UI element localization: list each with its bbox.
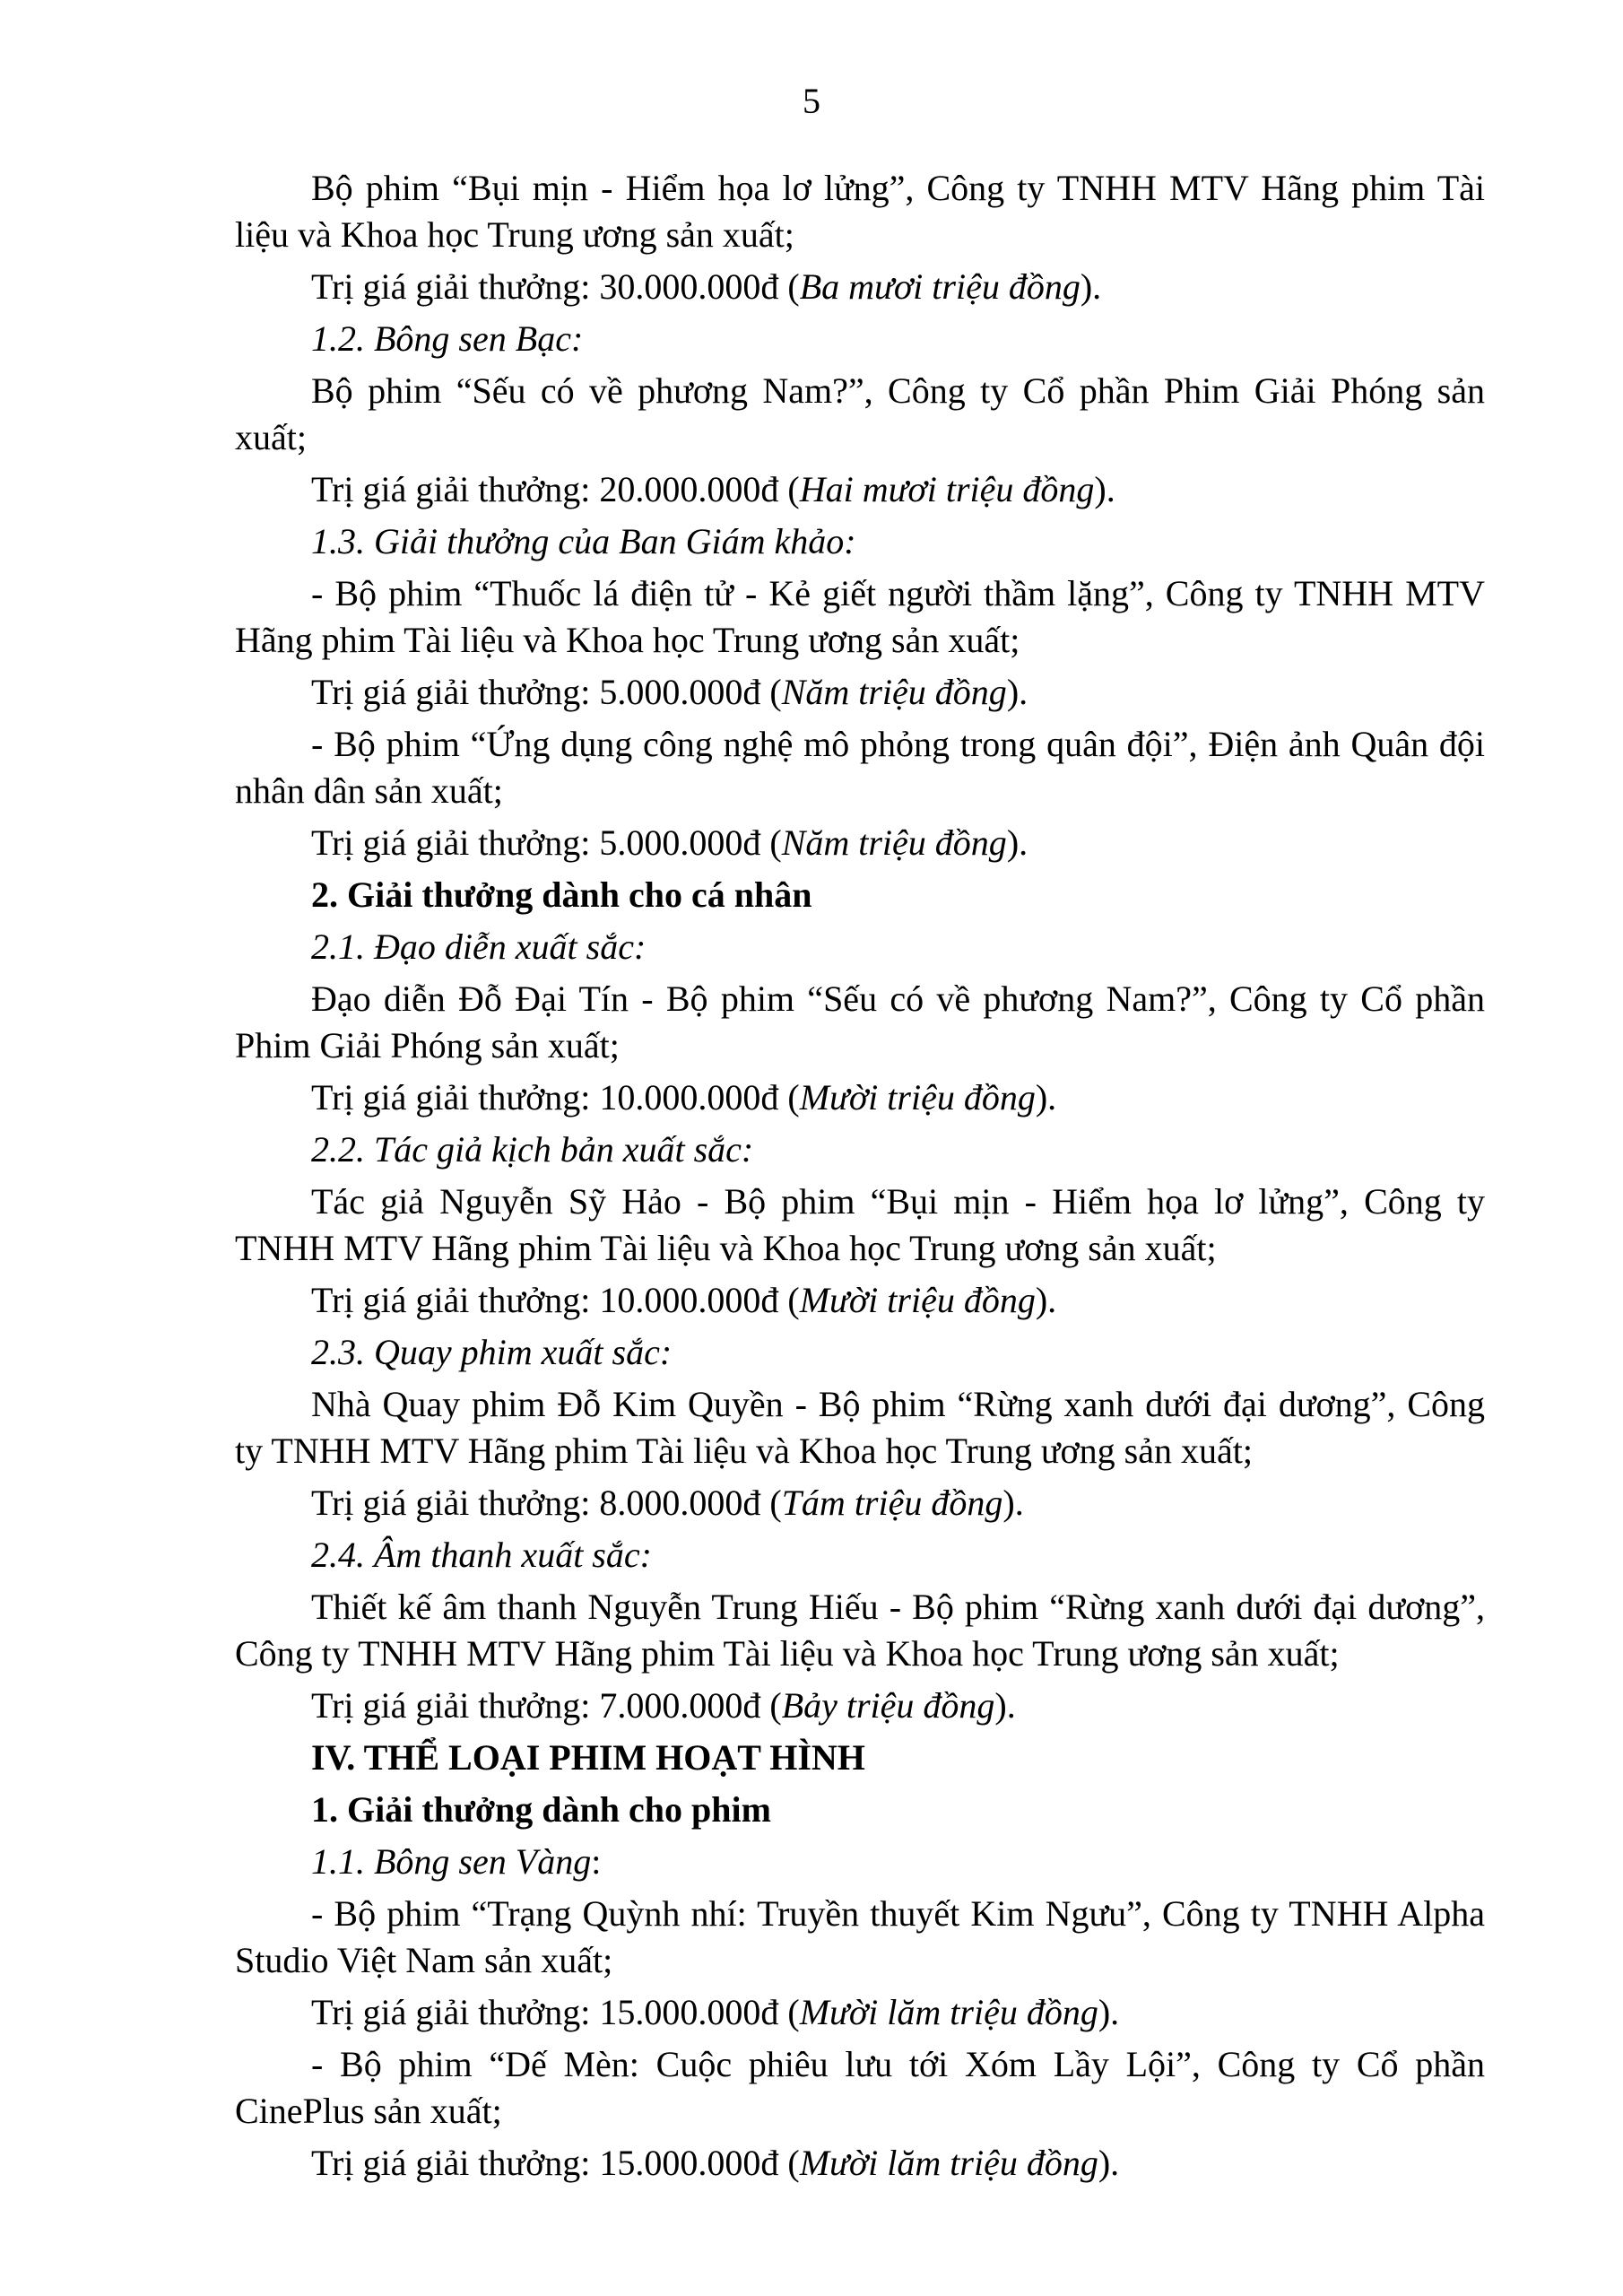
subsection-heading [235,518,1485,565]
paragraph-text: Trị giá giải thưởng: 5.000.000đ ( [311,822,782,863]
prize-amount-words: Mười lăm triệu đồng [799,1992,1098,2032]
paragraph-text: Trị giá giải thưởng: 15.000.000đ ( [311,2143,800,2183]
paragraph-text: - Bộ phim “Ứng dụng công nghệ mô phỏng trong quân đội”, Điện ảnh Quân đội nhân dân sản xuất; [235,724,1485,811]
subsection-heading [235,1532,1485,1578]
paragraph-text: Tác giả Nguyễn Sỹ Hảo - Bộ phim “Bụi mịn - Hiểm họa lơ lửng”, Công ty TNHH MTV Hãng phim Tài liệu và Khoa học Trung ương sản xuất; [235,1181,1485,1268]
paragraph [235,1277,1485,1324]
paragraph [235,264,1485,310]
document-body [235,165,1485,2192]
paragraph-text: - Bộ phim “Thuốc lá điện tử - Kẻ giết người thầm lặng”, Công ty TNHH MTV Hãng phim Tài liệu và Khoa học Trung ương sản xuất; [235,573,1485,660]
paragraph [235,2041,1485,2135]
prize-amount-words: Năm triệu đồng [781,672,1007,712]
paragraph-text: Trị giá giải thưởng: 8.000.000đ ( [311,1483,782,1523]
subsection-heading [235,316,1485,362]
prize-amount-words: Mười triệu đồng [799,1280,1036,1320]
paragraph [235,976,1485,1069]
paragraph-text: Nhà Quay phim Đỗ Kim Quyền - Bộ phim “Rừng xanh dưới đại dương”, Công ty TNHH MTV Hãng phim Tài liệu và Khoa học Trung ương sản xuất; [235,1384,1485,1471]
paragraph-text: Trị giá giải thưởng: 5.000.000đ ( [311,672,782,712]
paragraph-text: Trị giá giải thưởng: 30.000.000đ ( [311,266,800,307]
paragraph-end: ). [1098,1992,1120,2032]
subsection-heading [235,1329,1485,1376]
paragraph-text: Trị giá giải thưởng: 20.000.000đ ( [311,469,800,509]
paragraph-end: ). [1080,266,1102,307]
paragraph-end: ). [1094,469,1115,509]
paragraph [235,721,1485,814]
section-heading [235,872,1485,918]
paragraph-text: Thiết kế âm thanh Nguyễn Trung Hiếu - Bộ phim “Rừng xanh dưới đại dương”, Công ty TNHH MTV Hãng phim Tài liệu và Khoa học Trung ương sản xuất; [235,1587,1485,1674]
subsection-heading [235,1839,1485,1885]
paragraph-end: ). [1098,2143,1120,2183]
paragraph-end: ). [1002,1483,1024,1523]
paragraph-text: Trị giá giải thưởng: 10.000.000đ ( [311,1077,800,1118]
paragraph [235,1381,1485,1474]
paragraph-text: - Bộ phim “Dế Mèn: Cuộc phiêu lưu tới Xóm Lầy Lội”, Công ty Cổ phần CinePlus sản xuất; [235,2044,1485,2131]
section-heading [235,1787,1485,1833]
paragraph-text: Trị giá giải thưởng: 10.000.000đ ( [311,1280,800,1320]
prize-amount-words: Mười triệu đồng [799,1077,1036,1118]
heading-text: 2.2. Tác giả kịch bản xuất sắc: [311,1129,754,1170]
prize-amount-words: Mười lăm triệu đồng [799,2143,1098,2183]
paragraph [235,570,1485,664]
paragraph-end: ). [1006,822,1028,863]
page-number: 5 [803,81,820,121]
paragraph-text: Đạo diễn Đỗ Đại Tín - Bộ phim “Sếu có về phương Nam?”, Công ty Cổ phần Phim Giải Phóng sản xuất; [235,978,1485,1065]
heading-text: 2.4. Âm thanh xuất sắc: [311,1535,652,1575]
paragraph [235,1074,1485,1121]
paragraph [235,165,1485,258]
heading-text: 1.2. Bông sen Bạc: [311,318,584,359]
paragraph [235,669,1485,716]
section-heading [235,1735,1485,1781]
subsection-heading [235,1126,1485,1173]
heading-text: 1.1. Bông sen Vàng [311,1841,592,1882]
heading-text: 2. Giải thưởng dành cho cá nhân [311,874,812,915]
paragraph-end: ). [1035,1077,1057,1118]
prize-amount-words: Hai mươi triệu đồng [799,469,1095,509]
paragraph [235,1683,1485,1729]
subsection-heading [235,924,1485,970]
paragraph-text: Trị giá giải thưởng: 15.000.000đ ( [311,1992,800,2032]
prize-amount-words: Năm triệu đồng [781,822,1007,863]
paragraph [235,1584,1485,1677]
paragraph-text: Trị giá giải thưởng: 7.000.000đ ( [311,1685,782,1726]
paragraph-end: ). [1006,672,1028,712]
paragraph-text: Bộ phim “Sếu có về phương Nam?”, Công ty Cổ phần Phim Giải Phóng sản xuất; [235,370,1485,457]
heading-text: 2.1. Đạo diễn xuất sắc: [311,926,647,967]
paragraph-text: Bộ phim “Bụi mịn - Hiểm họa lơ lửng”, Công ty TNHH MTV Hãng phim Tài liệu và Khoa học Trung ương sản xuất; [235,168,1485,255]
heading-text: 2.3. Quay phim xuất sắc: [311,1332,673,1372]
prize-amount-words: Tám triệu đồng [781,1483,1003,1523]
paragraph [235,1480,1485,1526]
heading-text: 1. Giải thưởng dành cho phim [311,1789,771,1830]
heading-tail: : [591,1841,602,1882]
prize-amount-words: Bảy triệu đồng [781,1685,995,1726]
paragraph [235,1891,1485,1984]
paragraph [235,368,1485,461]
paragraph [235,820,1485,866]
paragraph [235,1178,1485,1272]
paragraph-end: ). [994,1685,1016,1726]
paragraph-end: ). [1035,1280,1057,1320]
paragraph-text: - Bộ phim “Trạng Quỳnh nhí: Truyền thuyết Kim Ngưu”, Công ty TNHH Alpha Studio Việt Nam sản xuất; [235,1893,1485,1980]
paragraph [235,2140,1485,2187]
heading-text: IV. THỂ LOẠI PHIM HOẠT HÌNH [311,1737,865,1778]
paragraph [235,1989,1485,2036]
heading-text: 1.3. Giải thưởng của Ban Giám khảo: [311,521,856,561]
paragraph [235,466,1485,513]
prize-amount-words: Ba mươi triệu đồng [799,266,1081,307]
